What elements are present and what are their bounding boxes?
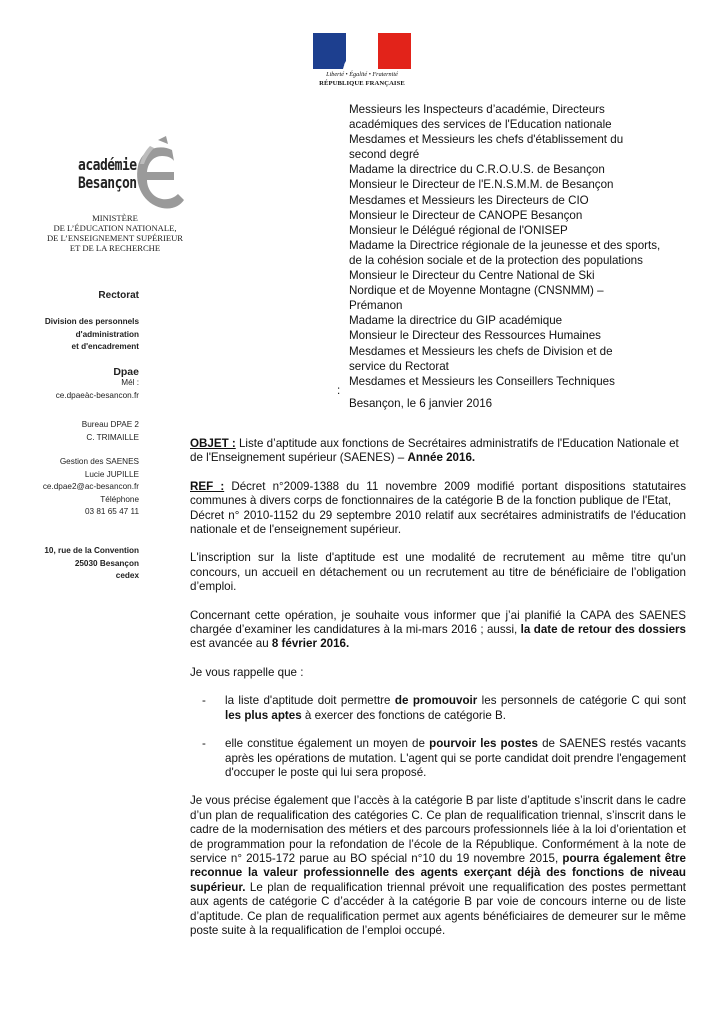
mel-block: [56, 377, 139, 402]
division-line: Division des personnels: [44, 317, 139, 326]
dpae-heading: Dpae: [113, 366, 139, 378]
bullet-text: de SAENES restés vacants après les opérations de mutation. L'agent qui se porte candidat doit prendre l'engagement d'occuper le poste qui lui sera proposé.: [225, 737, 686, 779]
colon-mark: :: [337, 384, 341, 397]
ref-text-1: Décret n°2009-1388 du 11 novembre 2009 modifié portant dispositions statutaires communes à divers corps de fonctionnaires de la catégorie B de la fonction publique de l'Etat,: [190, 479, 686, 508]
recipient-line: Nordique et de Moyenne Montagne (CNSNMM) –: [349, 284, 604, 298]
final-text: Je vous précise également que l’accès à la catégorie B par liste d’aptitude s’inscrit dans le cadre d’un plan de requalification des catégories C. Ce plan de requalification triennal, s’inscrit dans le cadre de la modernisation des métiers et des parcours professionnels liée à la loi d’orientation et de programmation pour la refondation de l’école de la République. Conformément à la note de service n° 2015-172 parue au BO spécial n°10 du 19 novembre 2015,: [190, 794, 686, 865]
bullet-text: à exercer des fonctions de catégorie B.: [301, 708, 506, 722]
bullet-bold: pourvoir les postes: [429, 737, 538, 751]
bullet-bold: de promouvoir: [394, 694, 478, 708]
final-text: Le plan de requalification triennal prévoit une requalification des postes permettant aux agents de catégorie C d’accéder à la catégorie B par voie de concours interne ou de liste d’aptitude. Ce plan de requalification permet aux agents bénéficiaires de demeurer sur le même poste suite à la requalification de l’emploi occupé.: [190, 880, 686, 937]
bureau-line: Bureau DPAE 2: [81, 420, 139, 429]
ministry-line: DE L’ENSEIGNEMENT SUPÉRIEUR: [46, 233, 184, 243]
recipient-line: Monsieur le Délégué régional de l'ONISEP: [349, 223, 568, 237]
capa-text: Concernant cette opération, je souhaite vous informer que j’ai planifié la CAPA des SAENES chargée d’examiner les candidatures à la mi-mars 2016 ; aussi,: [190, 608, 686, 637]
letter-date: Besançon, le 6 janvier 2016: [349, 397, 493, 410]
recipient-line: second degré: [349, 148, 420, 162]
recipient-line: Madame la Directrice régionale de la jeunesse et des sports,: [349, 238, 661, 252]
final-paragraph: [190, 794, 686, 938]
mel-label: Mél :: [121, 378, 139, 387]
ministry-line: DE L’ÉDUCATION NATIONALE,: [53, 223, 177, 233]
address-line: cedex: [115, 571, 139, 580]
academy-name-line1: académie: [78, 156, 137, 175]
recipient-line: Mesdames et Messieurs les chefs d'établissement du: [349, 133, 624, 147]
recipient-line: Monsieur le Directeur du Centre National de Ski: [349, 269, 595, 283]
division-line: d'administration: [75, 329, 139, 339]
gestion-phone: 03 81 65 47 11: [84, 507, 139, 516]
ministry-line: MINISTÈRE: [92, 213, 138, 223]
ministry-line: ET DE LA RECHERCHE: [69, 243, 161, 253]
address-line: 25030 Besançon: [74, 558, 139, 568]
republic-name: RÉPUBLIQUE FRANÇAISE: [319, 80, 405, 87]
bullet-dash: -: [202, 694, 206, 708]
address-line: 10, rue de la Convention: [44, 546, 139, 555]
capa-bold-1: la date de retour des dossiers: [520, 623, 686, 637]
final-bold: pourra également être reconnue la valeur professionnelle des agents exerçant déjà des fonctions de niveau supérieur.: [190, 851, 686, 894]
recipient-line: Madame la directrice du C.R.O.U.S. de Besançon: [349, 163, 605, 177]
capa-bold-2: 8 février 2016.: [271, 637, 350, 651]
recipient-line: Mesdames et Messieurs les Directeurs de CIO: [349, 193, 589, 207]
objet-label: OBJET :: [190, 437, 236, 450]
bullet-text: les personnels de catégorie C qui sont: [477, 694, 686, 708]
recipient-line: académiques des services de l'Education nationale: [349, 118, 612, 132]
recipient-line: Monsieur le Directeur des Ressources Humaines: [349, 329, 601, 343]
rectorat-heading: Rectorat: [98, 290, 139, 301]
rappel-paragraph: Je vous rappelle que :: [190, 665, 304, 679]
gestion-line: Gestion des SAENES: [59, 457, 139, 466]
recipient-line: Mesdames et Messieurs les Conseillers Techniques: [349, 374, 615, 388]
bullet-dash: -: [202, 737, 206, 751]
division-block: [45, 316, 139, 354]
recipient-line: Monsieur le Directeur de CANOPE Besançon: [349, 208, 583, 222]
recipient-line: Messieurs les Inspecteurs d’académie, Directeurs: [349, 103, 605, 116]
recipient-line: de la cohésion sociale et de la protection des populations: [349, 253, 643, 267]
academy-name-line2: Besançon: [78, 174, 137, 193]
recipient-line: Mesdames et Messieurs les chefs de Division et de: [349, 344, 613, 358]
republique-francaise-logo: [313, 33, 411, 93]
gestion-line: Téléphone: [100, 494, 139, 504]
bullet-bold: les plus aptes: [225, 708, 302, 722]
objet-text: Liste d’aptitude aux fonctions de Secrétaires administratifs de l'Education Nationale et de l'Enseignement supérieur (SAENES) –: [190, 437, 679, 465]
bullet-text: elle constitue également un moyen de: [225, 737, 430, 751]
bureau-block: [82, 419, 139, 444]
gestion-email[interactable]: ce.dpae2@ac-besancon.fr: [42, 482, 139, 491]
address-block: [44, 545, 139, 583]
gestion-line: Lucie JUPILLE: [84, 469, 139, 479]
recipients-list: [349, 102, 694, 389]
bullet-item-2: [190, 737, 686, 780]
ministry-name: [30, 213, 200, 253]
ref-paragraph: [190, 480, 686, 538]
gestion-block: [43, 456, 139, 519]
bureau-line: C. TRIMAILLE: [86, 432, 139, 442]
bullet-item-1: [190, 694, 686, 723]
recipient-line: Madame la directrice du GIP académique: [349, 314, 563, 328]
marianne-flag-icon: [313, 33, 411, 69]
objet-paragraph: [190, 437, 686, 466]
letter-body: [190, 437, 686, 938]
academie-e-icon: [132, 136, 184, 212]
division-line: et d'encadrement: [71, 342, 139, 351]
mel-value[interactable]: ce.dpaeàc-besancon.fr: [55, 390, 139, 400]
republic-motto: Liberté • Égalité • Fraternité: [326, 71, 398, 78]
inscription-paragraph: L'inscription sur la liste d'aptitude est une modalité de recrutement au même titre qu'un concours, un accueil en détachement ou un recrutement au titre de bénéficiaire de l’obligation d’emploi.: [190, 551, 686, 594]
ref-label: REF :: [190, 479, 225, 493]
capa-paragraph: [190, 609, 686, 652]
recipient-line: Prémanon: [349, 299, 403, 313]
objet-year: Année 2016.: [407, 451, 476, 465]
ref-text-2: Décret n° 2010-1152 du 29 septembre 2010 relatif aux secrétaires administratifs de l'éducation nationale et de l'enseignement supérieur.: [190, 508, 686, 537]
academie-besancon-logo: [70, 130, 190, 216]
bullet-text: la liste d'aptitude doit permettre: [225, 694, 395, 708]
recipient-line: Monsieur le Directeur de l'E.N.S.M.M. de Besançon: [349, 178, 614, 192]
recipient-line: service du Rectorat: [349, 359, 449, 373]
capa-mid: est avancée au: [190, 637, 272, 651]
